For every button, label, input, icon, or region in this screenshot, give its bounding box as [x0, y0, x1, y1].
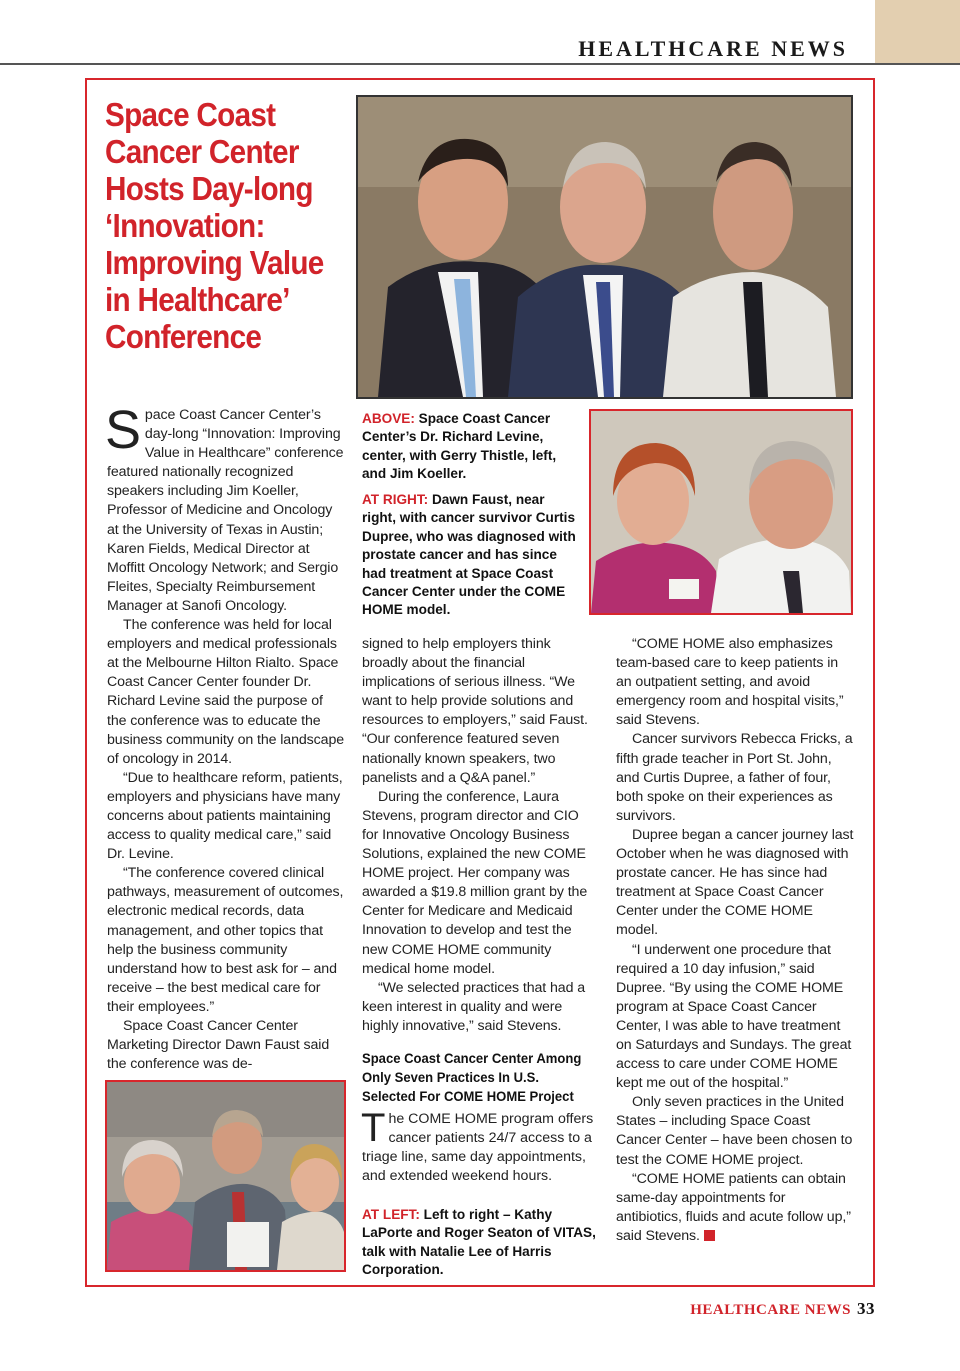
col3-paragraph-4: “I underwent one procedure that required a 10 day infusion,” said Dupree. “By using the COME HOME program at Space Coast Cancer Center, I was able to have treatment on Saturdays and Sundays. The great access to care under COME HOME kept me out of the hospital.”: [616, 941, 852, 1092]
caption-left: [362, 1206, 597, 1280]
caption-left-lead: AT LEFT:: [362, 1207, 420, 1222]
col1-paragraph-1: [105, 400, 345, 616]
header-rule: [0, 63, 960, 65]
section-title: HEALTHCARE NEWS: [578, 36, 848, 61]
photo-faust-dupree: [589, 409, 853, 615]
photo-faust-dupree-illustration: [591, 411, 851, 613]
caption-left-text: Left to right – Kathy LaPorte and Roger Seaton of VITAS, talk with Natalie Lee of Harris Corporation.: [362, 1207, 596, 1278]
col3-paragraph-3: Dupree began a cancer journey last October when he was diagnosed with prostate cancer. He has since had treatment at Space Coast Cancer Center under the COME HOME model.: [616, 826, 854, 939]
subhead-come-home: Space Coast Cancer Center Among Only Seven Practices In U.S. Selected For COME HOME Project: [362, 1051, 582, 1106]
caption-right-lead: AT RIGHT:: [362, 492, 429, 507]
photo-three-men: [356, 95, 853, 399]
corner-tab: [875, 0, 960, 63]
end-mark-icon: [704, 1230, 715, 1241]
headline: Space Coast Cancer Center Hosts Day-long ‘Innovation: Improving Value in Healthcare’ Conference: [105, 96, 324, 355]
caption-above-lead: ABOVE:: [362, 411, 415, 426]
col1-paragraph-4: “The conference covered clinical pathways, measurement of outcomes, electronic medical records, data management, and other topics that help the business community understand how to best ask for – and receive – the best medical care for their employees.”: [107, 865, 344, 1015]
col2-paragraph-1: signed to help employers think broadly about the financial implications of serious illness. “We want to help provide solutions and resources to employers,” said Faust. “Our conference featured seven nationally known speakers, two panelists and a Q&A panel.”: [362, 636, 588, 786]
col1-paragraph-1-text: pace Coast Cancer Center’s day-long “Innovation: Improving Value in Healthcare” conference featured nationally recognized speakers including Jim Koeller, Professor of Medicine and Oncology at the University of Texas in Austin; Karen Fields, Medical Director at Moffitt Oncology Network; and Sergio Fleites, Specialty Reimbursement Manager at Sanofi Oncology.: [107, 407, 344, 614]
col3-paragraph-5: Only seven practices in the United States – including Space Coast Cancer Center – have been chosen to test the COME HOME project.: [616, 1094, 853, 1168]
photo-vitas-harris-illustration: [107, 1082, 344, 1270]
col2-paragraph-3: “We selected practices that had a keen interest in quality and were highly innovative,” said Stevens.: [362, 979, 585, 1034]
col3-paragraph-2: Cancer survivors Rebecca Fricks, a fifth grade teacher in Port St. John, and Curtis Dupree, a father of four, both spoke on their experiences as survivors.: [616, 731, 853, 824]
article-column-3: [616, 635, 854, 1246]
article-column-1: [105, 400, 345, 1074]
col3-paragraph-6-text: “COME HOME patients can obtain same-day appointments for antibiotics, fluids and acute follow up,” said Stevens.: [616, 1170, 851, 1244]
caption-above-text: Space Coast Cancer Center’s Dr. Richard Levine, center, with Gerry Thistle, left, and Jim Koeller.: [362, 411, 557, 482]
photo-three-men-illustration: [358, 97, 851, 397]
col3-paragraph-1: “COME HOME also emphasizes team-based care to keep patients in an outpatient setting, and avoid emergency room and hospital visits,” said Stevens.: [616, 636, 844, 729]
dropcap-s: S: [105, 400, 141, 460]
article-column-2: [362, 635, 597, 1036]
page-number: 33: [857, 1299, 875, 1318]
come-home-intro: [361, 1106, 597, 1186]
col1-paragraph-3: “Due to healthcare reform, patients, employers and physicians have many concerns about patients maintaining access to quality medical care,” said Dr. Levine.: [107, 769, 343, 863]
caption-above: [362, 410, 577, 484]
col2-paragraph-2: During the conference, Laura Stevens, program director and CIO for Innovative Oncology Business Solutions, explained the new COME HOME project. Her company was awarded a $19.8 million grant by the Center for Medicare and Medicaid Innovation to develop and test the new COME HOME community medical home model.: [362, 788, 588, 977]
col3-paragraph-6: [616, 1170, 854, 1246]
photo-vitas-harris: [105, 1080, 346, 1272]
come-home-intro-text: he COME HOME program offers cancer patients 24/7 access to a triage line, same day appointments, and extended weekend hours.: [362, 1111, 594, 1185]
page-footer: [0, 1299, 875, 1319]
dropcap-t: T: [361, 1106, 386, 1150]
caption-right: [362, 491, 577, 620]
footer-section: HEALTHCARE NEWS: [690, 1302, 851, 1318]
col1-paragraph-2: The conference was held for local employers and medical professionals at the Melbourne Hilton Rialto. Space Coast Cancer Center founder Dr. Richard Levine said the purpose of the conference was to educate the business community on the landscape of oncology in 2014.: [107, 617, 345, 767]
caption-right-text: Dawn Faust, near right, with cancer survivor Curtis Dupree, who was diagnosed with prostate cancer and has since had treatment at Space Coast Cancer Center under the COME HOME model.: [362, 492, 576, 618]
col1-paragraph-5: Space Coast Cancer Center Marketing Director Dawn Faust said the conference was de-: [107, 1018, 330, 1073]
